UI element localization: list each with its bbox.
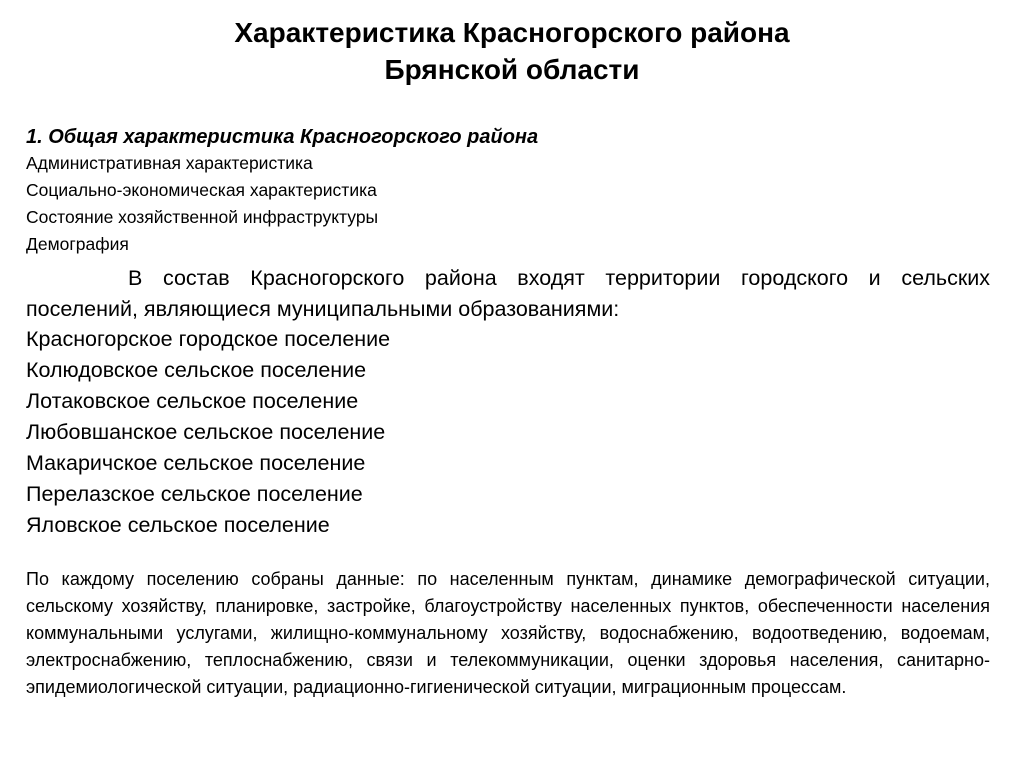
list-item: Яловское сельское поселение xyxy=(26,513,330,537)
list-item: Любовшанское сельское поселение xyxy=(26,420,386,444)
list-item: Перелазское сельское поселение xyxy=(26,482,363,506)
list-item: Колюдовское сельское поселение xyxy=(26,358,367,382)
list-item: Красногорское городское поселение xyxy=(26,327,391,351)
settlements-list xyxy=(26,324,990,541)
subitem-infrastructure: Состояние хозяйственной инфраструктуры xyxy=(26,207,379,227)
page-title xyxy=(0,14,1024,88)
subitem-administrative: Административная характеристика xyxy=(26,153,313,173)
intro-paragraph: В состав Красногорского района входят территории городского и сельских поселений, являющиеся муниципальными образованиями: xyxy=(26,266,990,321)
section-heading: 1. Общая характеристика Красногорского района xyxy=(26,126,539,148)
subitem-socio-economic: Социально-экономическая характеристика xyxy=(26,180,377,200)
list-item: Лотаковское сельское поселение xyxy=(26,389,359,413)
subitem-demography: Демография xyxy=(26,234,129,254)
title-line-2: Брянской области xyxy=(384,54,640,85)
list-item: Макаричское сельское поселение xyxy=(26,451,366,475)
title-line-1: Характеристика Красногорского района xyxy=(234,17,790,48)
section-1 xyxy=(26,125,990,258)
summary-paragraph: По каждому поселению собраны данные: по населенным пунктам, динамике демографической ситуации, сельскому хозяйству, планировке, застройке, благоустройству населенных пунктов, обеспеченности населения коммунальными услугами, жилищно-коммунальному хозяйству, водоснабжению, водоотведению, водоемам, электроснабжению, теплоснабжению, связи и телекоммуникации, оценки здоровья населения, санитарно-эпидемиологической ситуации, радиационно-гигиенической ситуации, миграционным процессам. xyxy=(26,569,990,697)
